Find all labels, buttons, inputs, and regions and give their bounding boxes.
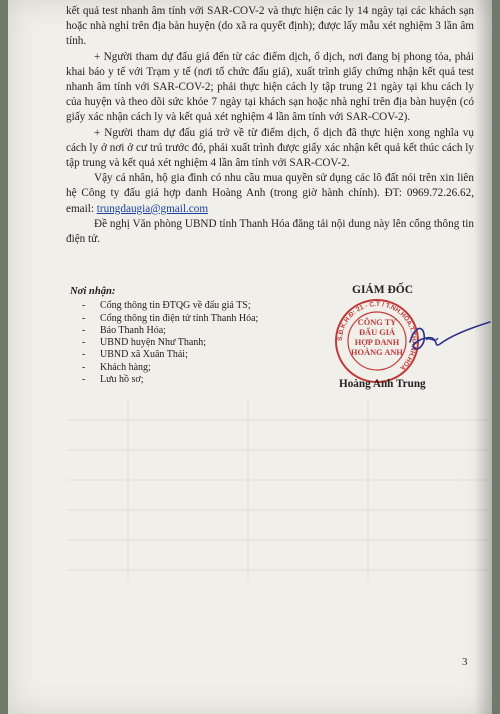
paragraph-4: [66, 171, 474, 217]
seal-line: ĐẤU GIÁ: [358, 328, 396, 337]
signer-name: Hoàng Anh Trung: [339, 378, 426, 390]
seal-line: HỢP DANH: [354, 338, 400, 347]
recipient-item: - Báo Thanh Hóa;: [90, 325, 300, 337]
recipients-title: Nơi nhận:: [70, 286, 116, 297]
contact-text: Vậy cá nhân, hộ gia đình có nhu cầu mua quyền sử dụng các lô đất nói trên xin liên hệ Công ty đấu giá hợp danh Hoàng Anh (trong giờ hành chính). ĐT: 0969.72.26.62, email:: [66, 172, 474, 215]
recipient-item: - UBND huyện Như Thanh;: [90, 337, 300, 349]
signature-icon: [404, 318, 494, 358]
page-number: 3: [462, 656, 468, 668]
email-link[interactable]: trungdaugia@gmail.com: [96, 202, 209, 215]
svg-text:S.Đ.K.H.Đ: 21 - C.T / T.NH.HÓA: S.Đ.K.H.Đ: 21 - C.T / T.NH.HÓA.T.THANH.HÓA: [336, 300, 418, 372]
bleed-through-table: [68, 400, 488, 580]
seal-line: CÔNG TY: [357, 318, 397, 327]
recipients-list: [70, 300, 300, 386]
paragraph-3: + Người tham dự đấu giá trở về từ điểm dịch, ổ dịch đã thực hiện xong nghĩa vụ cách ly ở nơi ở cư trú trước đó, phải xuất trình được giấy xác nhận kết quả kết thúc cách ly tập trung và kết quả xét nghiệm 4 lần âm tính với SAR-COV-2.: [66, 126, 474, 170]
paragraph-1: kết quả test nhanh âm tính với SAR-COV-2 và thực hiện các ly 14 ngày tại các khách sạn hoặc nhà nghỉ trên địa bàn huyện (do xã ra quyết định); được lấy mẫu xét nghiệm 3 lần âm tính.: [66, 5, 474, 48]
paragraph-2: + Người tham dự đấu giá đến từ các điểm dịch, ổ dịch, nơi đang bị phong tỏa, phải khai báo y tế với Trạm y tế (nơi tổ chức đấu giá), xuất trình giấy chứng nhận kết quả test nhanh âm tính với SAR-COV-2; phải thực hiện cách ly tập trung 21 ngày tại khu cách ly của huyện và theo dõi sức khỏe 7 ngày tại khách sạn hoặc nhà nghỉ trên địa bàn huyện (có giấy xác nhận cách ly và kết quả xét nghiệm 4 lần âm tính với SAR-COV-2).: [66, 50, 474, 124]
paragraph-5: Đề nghị Văn phòng UBND tỉnh Thanh Hóa đăng tải nội dung này lên cổng thông tin điện tử.: [66, 217, 474, 246]
director-title: GIÁM ĐỐC: [352, 284, 414, 296]
recipient-item: - Khách hàng;: [90, 362, 300, 374]
recipient-item: - UBND xã Xuân Thái;: [90, 349, 300, 361]
body-text: [66, 4, 474, 247]
document-page: [8, 0, 492, 714]
recipient-item: - Lưu hồ sơ;: [90, 374, 300, 386]
recipient-item: - Cổng thông tin điện tử tỉnh Thanh Hóa;: [90, 313, 300, 325]
seal-line: HOÀNG ANH: [351, 348, 403, 357]
recipients-block: [70, 286, 300, 386]
recipient-item: - Cổng thông tin ĐTQG về đấu giá TS;: [90, 300, 300, 312]
